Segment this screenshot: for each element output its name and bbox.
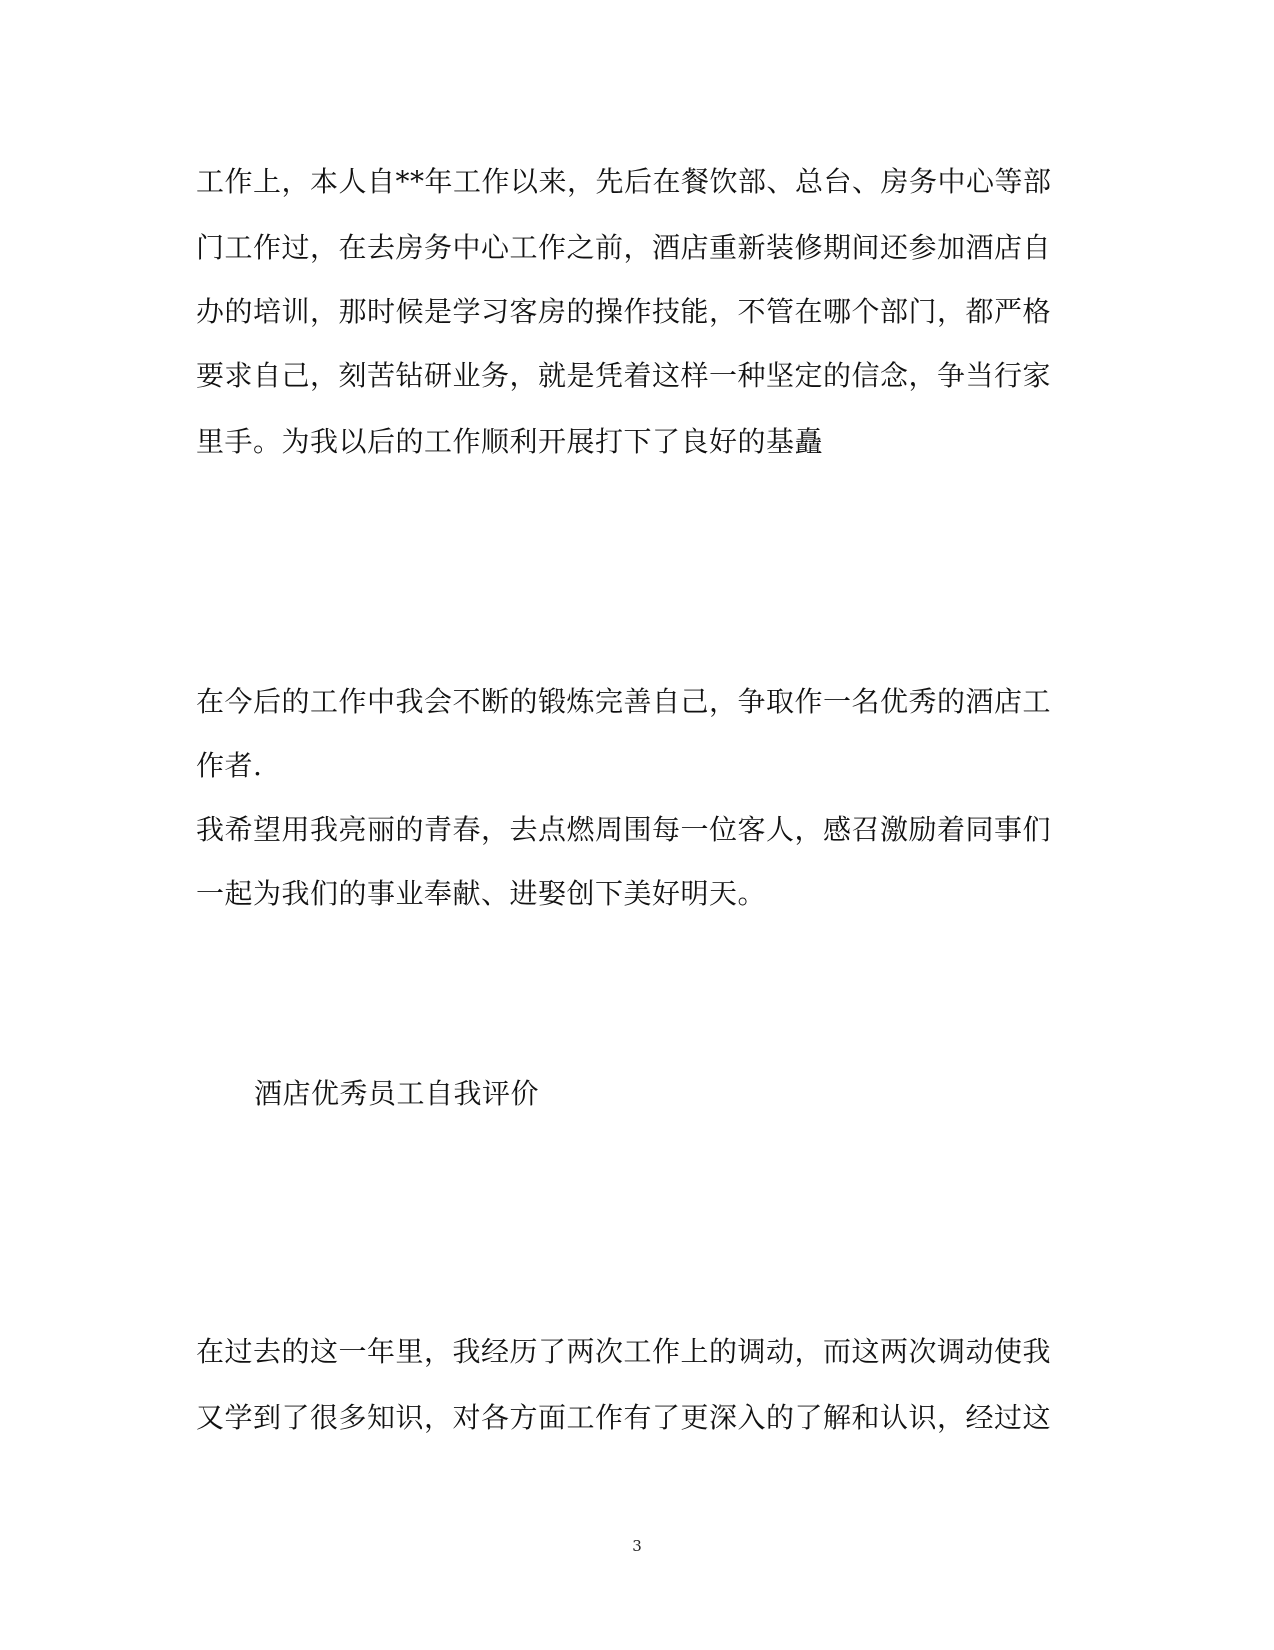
text-line: 要求自己，刻苦钻研业务，就是凭着这样一种坚定的信念，争当行家 <box>196 359 1052 392</box>
text-line: 我希望用我亮丽的青春，去点燃周围每一位客人，感召激励着同事们 <box>196 813 1052 846</box>
section-heading: 酒店优秀员工自我评价 <box>254 1077 540 1110</box>
text-line: 又学到了很多知识，对各方面工作有了更深入的了解和认识，经过这 <box>196 1401 1052 1434</box>
text-line: 在今后的工作中我会不断的锻炼完善自己，争取作一名优秀的酒店工 <box>196 685 1052 718</box>
text-line: 办的培训，那时候是学习客房的操作技能，不管在哪个部门，都严格 <box>196 295 1052 328</box>
text-line: 工作上，本人自**年工作以来，先后在餐饮部、总台、房务中心等部 <box>196 165 1052 198</box>
text-line: 门工作过，在去房务中心工作之前，酒店重新装修期间还参加酒店自 <box>196 231 1052 264</box>
text-line: 作者. <box>196 749 263 782</box>
page-number: 3 <box>632 1537 642 1555</box>
text-line: 里手。为我以后的工作顺利开展打下了良好的基矗 <box>196 425 824 458</box>
text-line: 一起为我们的事业奉献、进娶创下美好明天。 <box>196 877 767 910</box>
text-line: 在过去的这一年里，我经历了两次工作上的调动，而这两次调动使我 <box>196 1335 1052 1368</box>
